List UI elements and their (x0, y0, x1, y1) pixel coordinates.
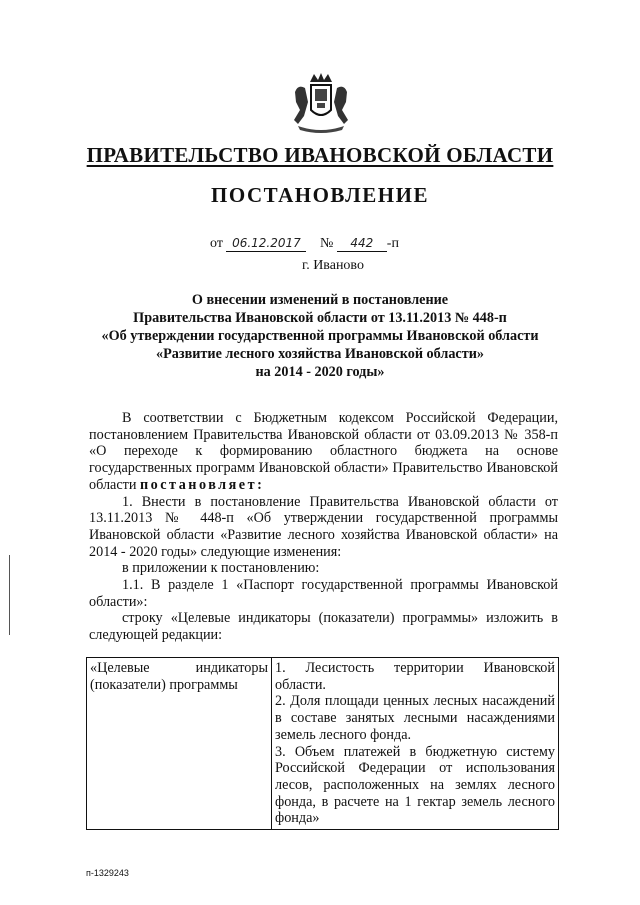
city: г. Иваново (302, 258, 364, 273)
supporter-left-icon (294, 87, 308, 124)
decree-title (0, 291, 640, 381)
number-suffix: -п (386, 236, 399, 251)
ribbon-icon (298, 126, 344, 133)
title-line: О внесении изменений в постановление (191, 292, 449, 308)
document-code: п-1329243 (86, 868, 129, 878)
date-from-label: от (210, 236, 223, 251)
appendix-paragraph: в приложении к постановлению: (122, 560, 320, 577)
item-1-paragraph: 1. Внести в постановление Правительства Ивановской области от 13.11.2013 № 448-п «Об утверждении государственной программы Ивановской области «Развитие лесного хозяйства Ивановской области» на 2014 - 2020 годы» следующие изменения: (89, 493, 558, 560)
title-line: «Развитие лесного хозяйства Ивановской области» (156, 346, 484, 362)
indicator-item: 3. Объем платежей в бюджетную систему Российской Федерации от использования лесов, расположенных на землях лесного фонда, в расчете на 1 гектар земель лесного фонда» (275, 743, 555, 827)
indicators-table (86, 657, 559, 830)
number-label: № (319, 236, 334, 251)
table-row (87, 658, 559, 830)
crown-icon (310, 73, 332, 82)
government-name: ПРАВИТЕЛЬСТВО ИВАНОВСКОЙ ОБЛАСТИ (86, 143, 554, 167)
table-cell-label: «Целевые индикаторы (показатели) программы (87, 658, 272, 830)
dateline (210, 236, 399, 252)
decree-date: 06.12.2017 (226, 236, 306, 252)
title-line: Правительства Ивановской области от 13.11.2013 № 448-п (133, 310, 507, 326)
indicator-item: 1. Лесистость территории Ивановской области. (275, 660, 555, 693)
decree-number: 442 (337, 236, 387, 252)
title-line: «Об утверждении государственной программы Ивановской области (101, 328, 539, 344)
supporter-right-icon (334, 87, 348, 124)
decree-body (89, 410, 558, 644)
title-line: на 2014 - 2020 годы» (255, 364, 385, 380)
indicator-item: 2. Доля площади ценных лесных насаждений в составе занятых лесными насаждениями земель лесного фонда. (275, 693, 555, 743)
scan-margin-line (9, 555, 10, 635)
row-change-paragraph: строку «Целевые индикаторы (показатели) программы» изложить в следующей редакции: (89, 610, 558, 644)
coat-of-arms-emblem (292, 72, 350, 134)
resolves-keyword: постановляет: (139, 476, 265, 493)
document-type: ПОСТАНОВЛЕНИЕ (211, 183, 429, 207)
table-cell-items (272, 658, 559, 830)
item-1-1-paragraph: 1.1. В разделе 1 «Паспорт государственной программы Ивановской области»: (89, 577, 558, 610)
preamble-paragraph: В соответствии с Бюджетным кодексом Российской Федерации, постановлением Правительства Ивановской области от 03.09.2013 № 358-п «О переходе к формированию областного бюджета на основе государственных программ Ивановской области» Правительство Ивановской области постановляет: (89, 410, 558, 493)
